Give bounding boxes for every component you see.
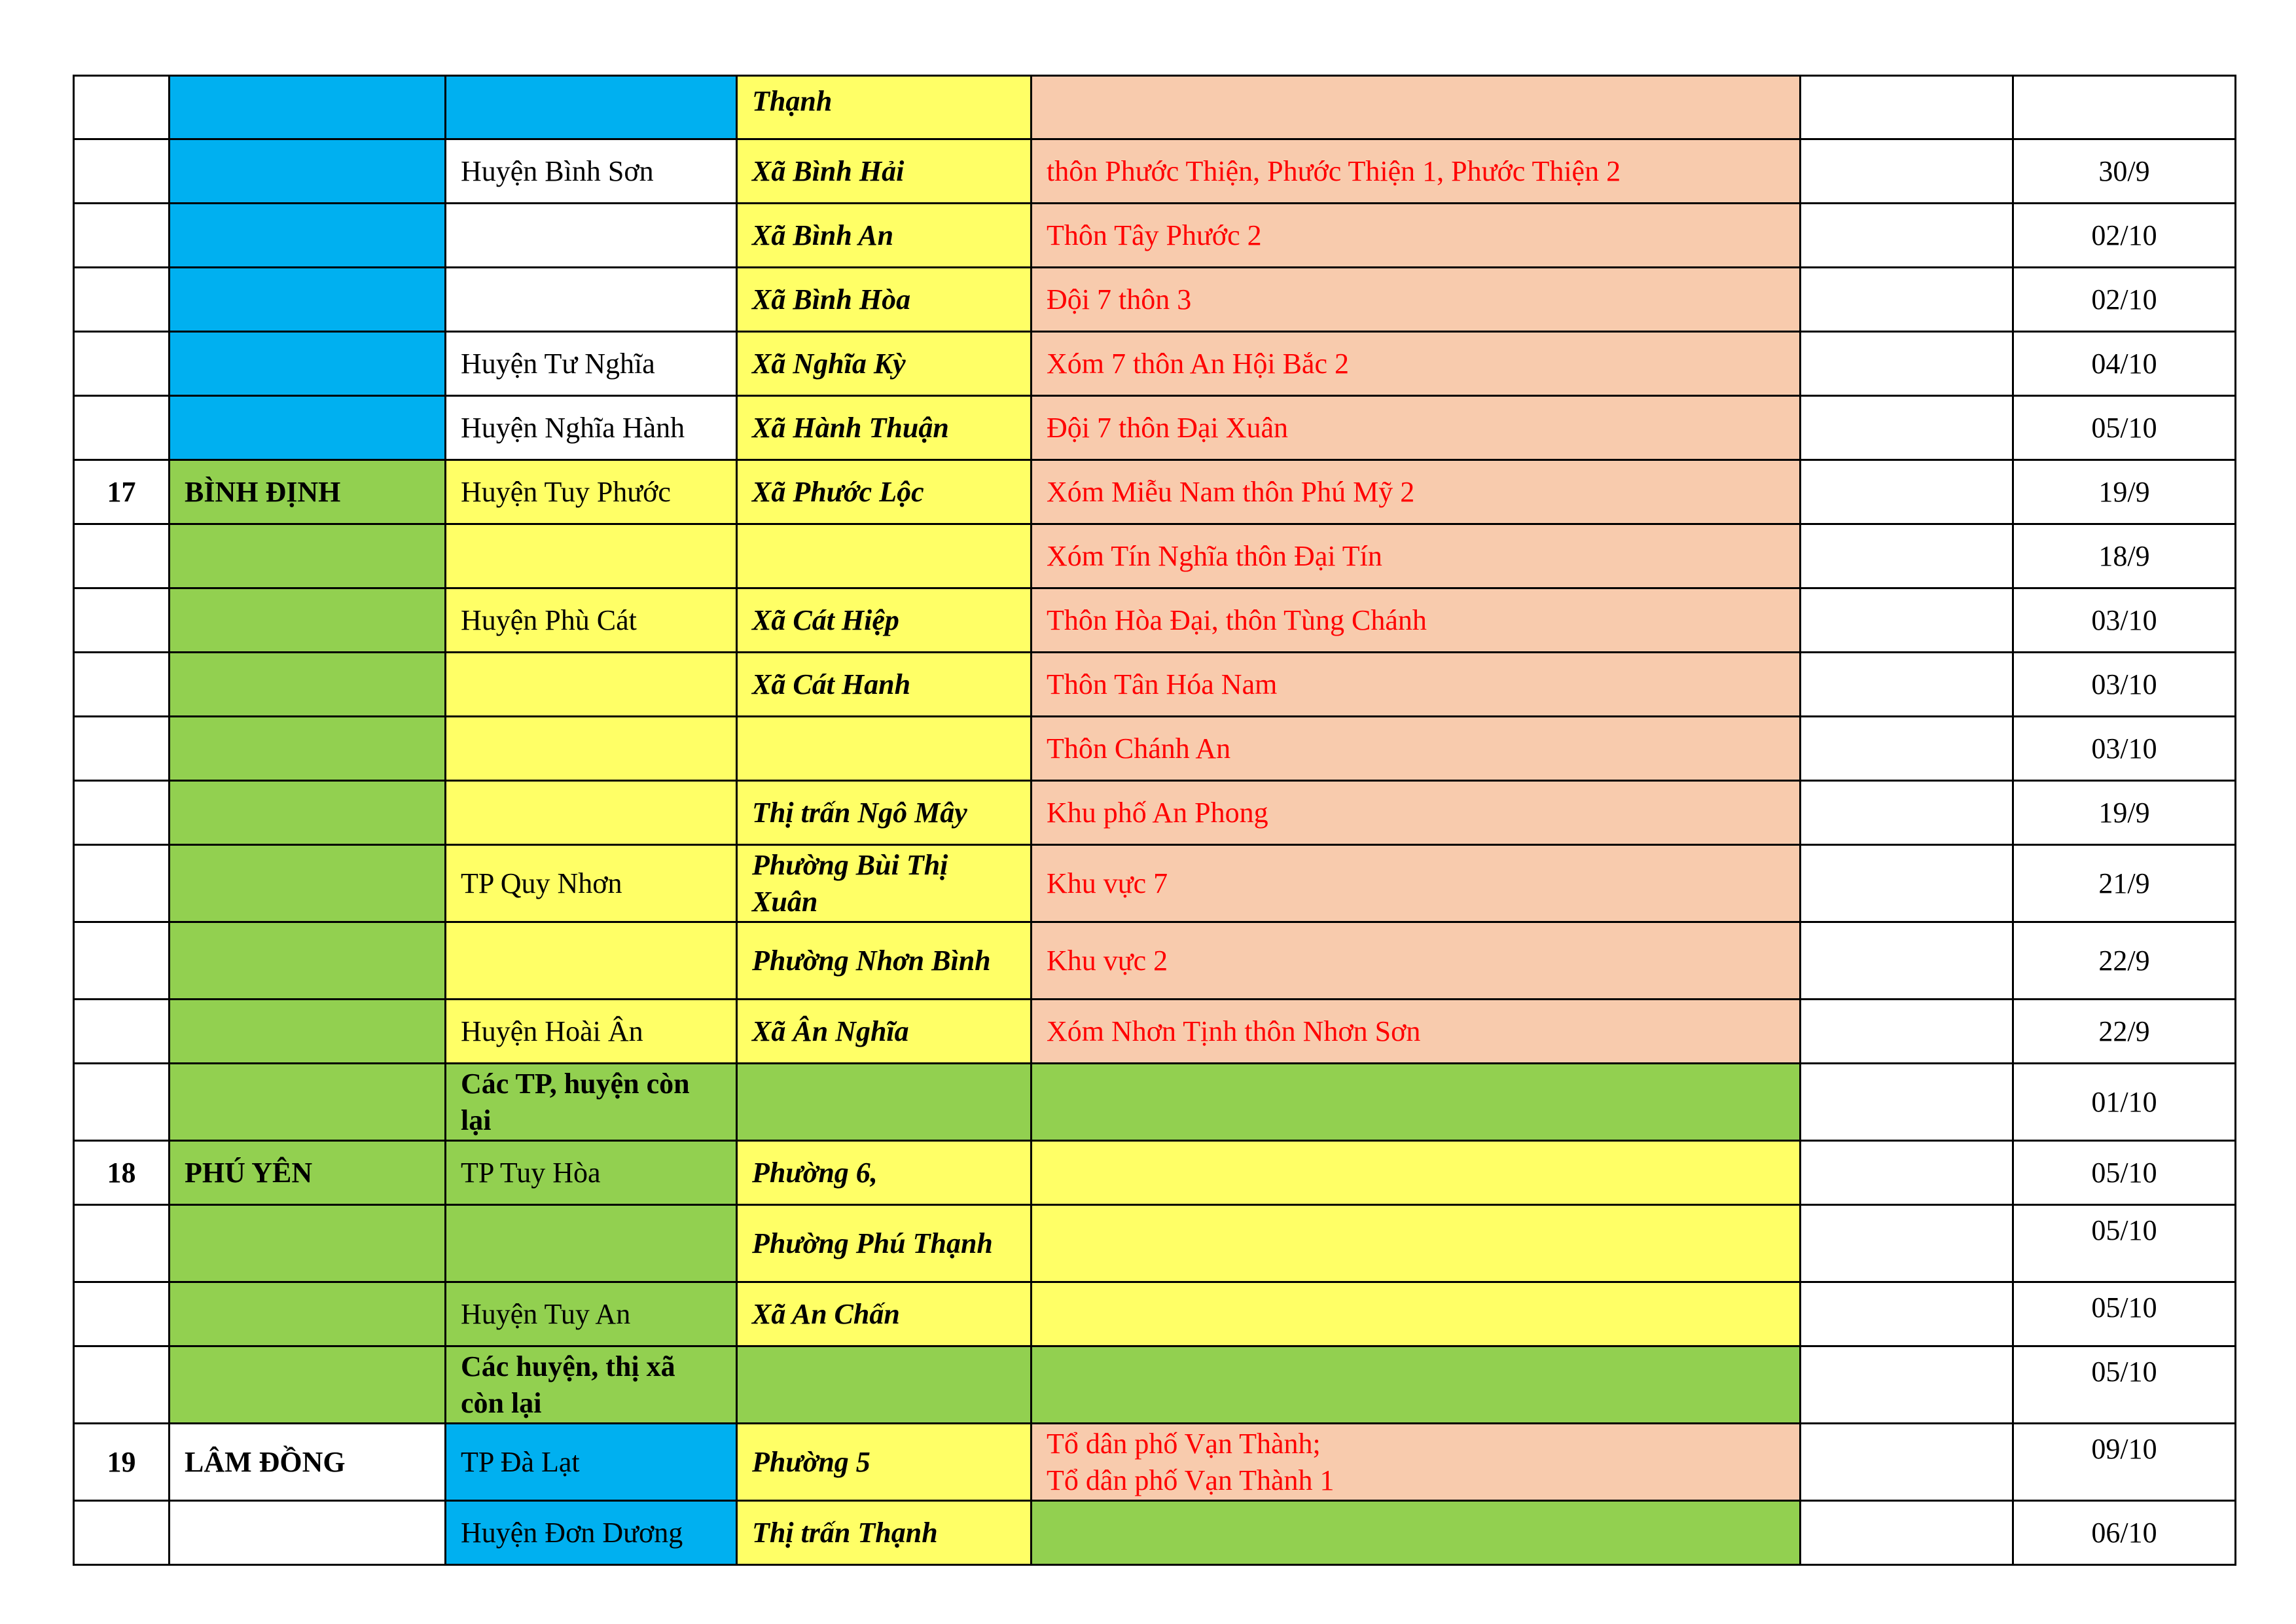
location-cell: Thôn Chánh An [1031, 717, 1801, 781]
blank-cell [1801, 588, 2013, 653]
province-cell [170, 204, 446, 268]
date-cell: 03/10 [2013, 717, 2236, 781]
commune-cell: Phường Nhơn Bình [737, 922, 1031, 1000]
date-cell: 05/10 [2013, 1141, 2236, 1205]
commune-cell: Phường 6, [737, 1141, 1031, 1205]
district-cell: Huyện Tuy An [446, 1282, 737, 1346]
location-cell: Thôn Tân Hóa Nam [1031, 653, 1801, 717]
district-cell: TP Quy Nhơn [446, 845, 737, 922]
date-cell: 09/10 [2013, 1424, 2236, 1501]
province-cell [170, 1000, 446, 1064]
table-row [74, 781, 2236, 845]
table-row [74, 1282, 2236, 1346]
district-cell [446, 1205, 737, 1282]
date-cell: 06/10 [2013, 1501, 2236, 1565]
stt-cell [74, 268, 170, 332]
table-row [74, 1346, 2236, 1424]
stt-cell [74, 524, 170, 588]
commune-cell: Thị trấn Thạnh [737, 1501, 1031, 1565]
table-row [74, 1501, 2236, 1565]
stt-cell: 19 [74, 1424, 170, 1501]
table-row [74, 717, 2236, 781]
location-cell [1031, 1346, 1801, 1424]
table-row [74, 332, 2236, 396]
province-cell: PHÚ YÊN [170, 1141, 446, 1205]
district-cell: Huyện Phù Cát [446, 588, 737, 653]
province-cell [170, 332, 446, 396]
date-cell: 22/9 [2013, 1000, 2236, 1064]
blank-cell [1801, 922, 2013, 1000]
province-cell [170, 139, 446, 204]
outbreak-schedule-table [73, 75, 2236, 1566]
province-cell [170, 524, 446, 588]
province-cell [170, 922, 446, 1000]
district-cell: Các huyện, thị xã còn lại [446, 1346, 737, 1424]
table-row [74, 460, 2236, 524]
commune-cell: Xã Hành Thuận [737, 396, 1031, 460]
blank-cell [1801, 460, 2013, 524]
stt-cell [74, 1064, 170, 1141]
blank-cell [1801, 1501, 2013, 1565]
commune-cell: Xã Cát Hanh [737, 653, 1031, 717]
commune-cell: Xã Bình Hòa [737, 268, 1031, 332]
stt-cell [74, 139, 170, 204]
district-cell: TP Đà Lạt [446, 1424, 737, 1501]
commune-cell [737, 524, 1031, 588]
commune-cell: Phường Phú Thạnh [737, 1205, 1031, 1282]
district-cell: Huyện Hoài Ân [446, 1000, 737, 1064]
date-cell: 21/9 [2013, 845, 2236, 922]
table-row [74, 1064, 2236, 1141]
district-cell: Huyện Bình Sơn [446, 139, 737, 204]
stt-cell: 18 [74, 1141, 170, 1205]
commune-cell: Xã Phước Lộc [737, 460, 1031, 524]
date-cell: 18/9 [2013, 524, 2236, 588]
date-cell: 19/9 [2013, 781, 2236, 845]
commune-cell: Xã An Chấn [737, 1282, 1031, 1346]
stt-cell [74, 653, 170, 717]
table-row [74, 139, 2236, 204]
district-cell: Huyện Nghĩa Hành [446, 396, 737, 460]
location-cell: Đội 7 thôn Đại Xuân [1031, 396, 1801, 460]
table-row [74, 396, 2236, 460]
stt-cell [74, 717, 170, 781]
stt-cell [74, 1346, 170, 1424]
province-cell [170, 588, 446, 653]
location-cell [1031, 1282, 1801, 1346]
stt-cell [74, 76, 170, 139]
date-cell: 02/10 [2013, 268, 2236, 332]
district-cell [446, 204, 737, 268]
location-cell: Khu vực 7 [1031, 845, 1801, 922]
date-cell: 30/9 [2013, 139, 2236, 204]
stt-cell [74, 1282, 170, 1346]
table-row [74, 653, 2236, 717]
date-cell: 19/9 [2013, 460, 2236, 524]
location-cell [1031, 1064, 1801, 1141]
date-cell: 01/10 [2013, 1064, 2236, 1141]
location-cell: Thôn Hòa Đại, thôn Tùng Chánh [1031, 588, 1801, 653]
date-cell: 05/10 [2013, 1205, 2236, 1282]
province-cell [170, 1205, 446, 1282]
commune-cell [737, 717, 1031, 781]
district-cell: Huyện Tư Nghĩa [446, 332, 737, 396]
table-row [74, 1000, 2236, 1064]
table-row [74, 524, 2236, 588]
commune-cell: Thị trấn Ngô Mây [737, 781, 1031, 845]
stt-cell [74, 845, 170, 922]
stt-cell [74, 588, 170, 653]
blank-cell [1801, 1282, 2013, 1346]
location-cell: Thôn Tây Phước 2 [1031, 204, 1801, 268]
district-cell [446, 524, 737, 588]
stt-cell [74, 1000, 170, 1064]
district-cell [446, 717, 737, 781]
stt-cell [74, 781, 170, 845]
location-cell: Khu phố An Phong [1031, 781, 1801, 845]
commune-cell: Xã Nghĩa Kỳ [737, 332, 1031, 396]
location-cell: Xóm Tín Nghĩa thôn Đại Tín [1031, 524, 1801, 588]
district-cell: Huyện Tuy Phước [446, 460, 737, 524]
stt-cell [74, 922, 170, 1000]
blank-cell [1801, 781, 2013, 845]
blank-cell [1801, 268, 2013, 332]
province-cell [170, 76, 446, 139]
province-cell [170, 1282, 446, 1346]
stt-cell [74, 1205, 170, 1282]
province-cell [170, 1501, 446, 1565]
province-cell [170, 845, 446, 922]
location-cell: Xóm Nhơn Tịnh thôn Nhơn Sơn [1031, 1000, 1801, 1064]
stt-cell [74, 332, 170, 396]
date-cell: 22/9 [2013, 922, 2236, 1000]
blank-cell [1801, 1141, 2013, 1205]
commune-cell: Xã Ân Nghĩa [737, 1000, 1031, 1064]
date-cell: 04/10 [2013, 332, 2236, 396]
date-cell: 03/10 [2013, 588, 2236, 653]
commune-cell: Xã Bình Hải [737, 139, 1031, 204]
blank-cell [1801, 1000, 2013, 1064]
blank-cell [1801, 845, 2013, 922]
location-cell: Xóm Miễu Nam thôn Phú Mỹ 2 [1031, 460, 1801, 524]
blank-cell [1801, 332, 2013, 396]
district-cell [446, 76, 737, 139]
province-cell [170, 781, 446, 845]
table-row [74, 76, 2236, 139]
table-row [74, 1424, 2236, 1501]
stt-cell [74, 1501, 170, 1565]
province-cell [170, 1346, 446, 1424]
commune-cell [737, 1064, 1031, 1141]
province-cell [170, 268, 446, 332]
district-cell: TP Tuy Hòa [446, 1141, 737, 1205]
blank-cell [1801, 524, 2013, 588]
location-cell: Khu vực 2 [1031, 922, 1801, 1000]
location-cell [1031, 1205, 1801, 1282]
date-cell: 05/10 [2013, 396, 2236, 460]
district-cell: Các TP, huyện còn lại [446, 1064, 737, 1141]
blank-cell [1801, 717, 2013, 781]
location-cell: Xóm 7 thôn An Hội Bắc 2 [1031, 332, 1801, 396]
district-cell [446, 268, 737, 332]
table-row [74, 204, 2236, 268]
date-cell: 05/10 [2013, 1346, 2236, 1424]
blank-cell [1801, 653, 2013, 717]
blank-cell [1801, 139, 2013, 204]
blank-cell [1801, 1346, 2013, 1424]
table-row [74, 588, 2236, 653]
table-body [74, 76, 2236, 1565]
date-cell: 03/10 [2013, 653, 2236, 717]
blank-cell [1801, 204, 2013, 268]
stt-cell [74, 204, 170, 268]
province-cell: BÌNH ĐỊNH [170, 460, 446, 524]
location-cell [1031, 76, 1801, 139]
blank-cell [1801, 1205, 2013, 1282]
province-cell [170, 653, 446, 717]
location-cell [1031, 1501, 1801, 1565]
stt-cell: 17 [74, 460, 170, 524]
location-cell: Tổ dân phố Vạn Thành; Tổ dân phố Vạn Thành 1 [1031, 1424, 1801, 1501]
location-cell [1031, 1141, 1801, 1205]
district-cell [446, 653, 737, 717]
table-row [74, 922, 2236, 1000]
commune-cell: Xã Cát Hiệp [737, 588, 1031, 653]
district-cell [446, 922, 737, 1000]
province-cell [170, 717, 446, 781]
commune-cell: Xã Bình An [737, 204, 1031, 268]
location-cell: thôn Phước Thiện, Phước Thiện 1, Phước Thiện 2 [1031, 139, 1801, 204]
table-row [74, 1205, 2236, 1282]
province-cell [170, 396, 446, 460]
commune-cell [737, 1346, 1031, 1424]
district-cell [446, 781, 737, 845]
blank-cell [1801, 1064, 2013, 1141]
date-cell [2013, 76, 2236, 139]
commune-cell: Phường Bùi Thị Xuân [737, 845, 1031, 922]
commune-cell: Phường 5 [737, 1424, 1031, 1501]
stt-cell [74, 396, 170, 460]
location-cell: Đội 7 thôn 3 [1031, 268, 1801, 332]
district-cell: Huyện Đơn Dương [446, 1501, 737, 1565]
blank-cell [1801, 76, 2013, 139]
table-row [74, 268, 2236, 332]
commune-cell: Thạnh [737, 76, 1031, 139]
province-cell: LÂM ĐỒNG [170, 1424, 446, 1501]
date-cell: 02/10 [2013, 204, 2236, 268]
province-cell [170, 1064, 446, 1141]
blank-cell [1801, 1424, 2013, 1501]
date-cell: 05/10 [2013, 1282, 2236, 1346]
blank-cell [1801, 396, 2013, 460]
table-row [74, 845, 2236, 922]
table-row [74, 1141, 2236, 1205]
